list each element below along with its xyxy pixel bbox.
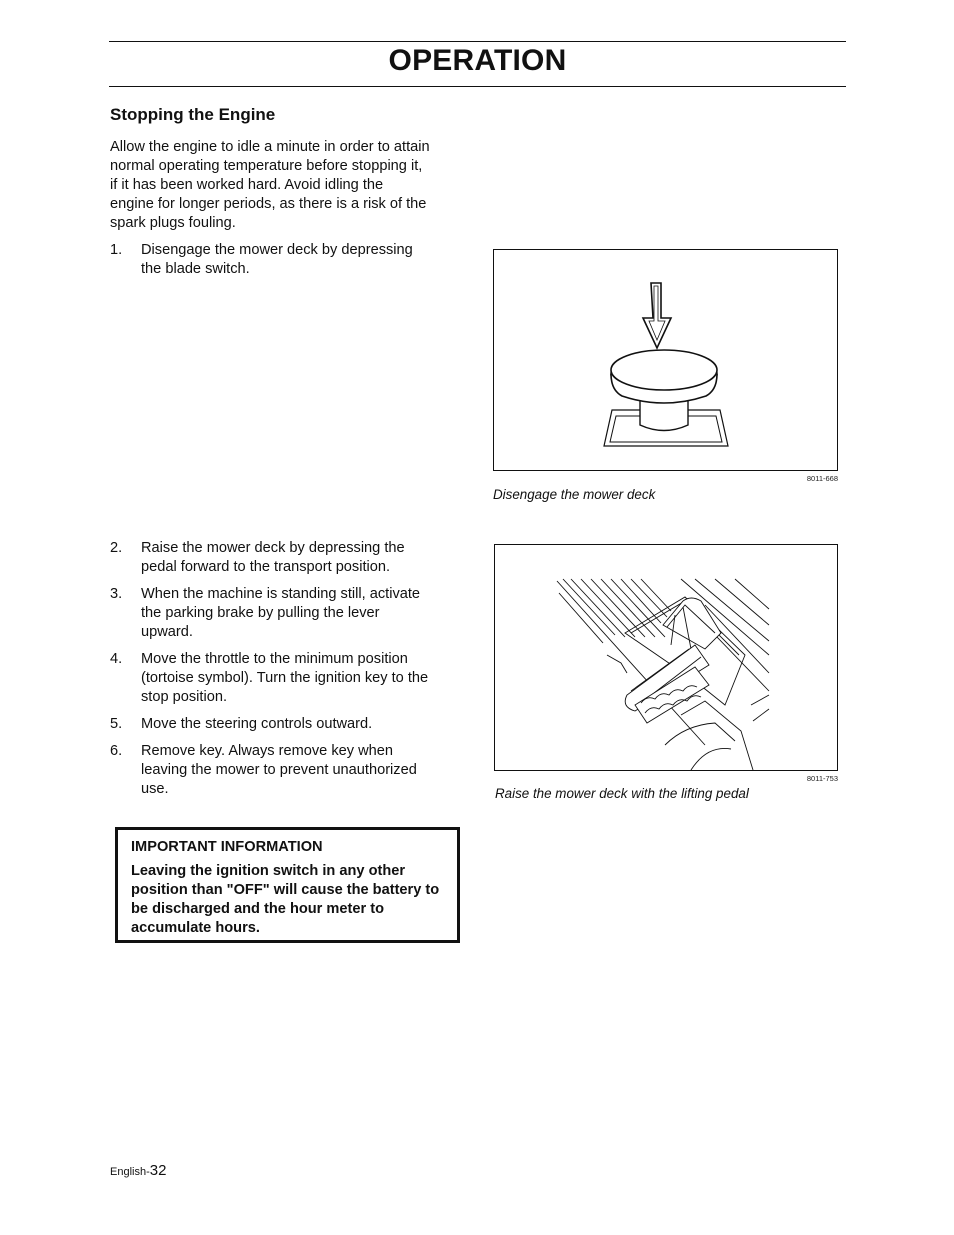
- page-footer: [110, 1162, 166, 1179]
- lifting-pedal-illustration: [495, 545, 837, 770]
- steps-list-second: [110, 539, 430, 807]
- figure-code: 8011-753: [806, 774, 838, 783]
- footer-language: English-: [110, 1166, 150, 1178]
- list-item: [110, 650, 430, 707]
- step-text: Move the throttle to the minimum position (tortoise symbol). Turn the ignition key to the stop position.: [141, 651, 429, 705]
- step-number: 3.: [110, 586, 123, 602]
- important-body: Leaving the ignition switch in any other position than "OFF" will cause the battery to be discharged and the hour meter to accumulate hours.: [131, 863, 440, 936]
- list-item: [110, 742, 430, 799]
- list-item: [110, 241, 430, 279]
- figure-code: 8011-668: [806, 474, 838, 483]
- step-number: 1.: [110, 242, 123, 258]
- step-number: 5.: [110, 716, 123, 732]
- step-text: Move the steering controls outward.: [141, 716, 373, 732]
- header-top-rule: [109, 41, 846, 42]
- step-number: 4.: [110, 651, 123, 667]
- step-number: 2.: [110, 540, 123, 556]
- section-title: Stopping the Engine: [110, 105, 276, 124]
- step-text: When the machine is standing still, activate the parking brake by pulling the lever upward.: [141, 586, 421, 640]
- list-item: [110, 585, 430, 642]
- steps-list-first: [110, 241, 430, 287]
- list-item: [110, 715, 430, 734]
- figure-lifting-pedal: [494, 544, 838, 771]
- blade-switch-illustration: [494, 250, 837, 470]
- step-text: Disengage the mower deck by depressing the blade switch.: [141, 242, 413, 277]
- step-number: 6.: [110, 743, 123, 759]
- page-header-title: OPERATION: [388, 44, 567, 77]
- list-item: [110, 539, 430, 577]
- figure-caption: Disengage the mower deck: [493, 487, 656, 502]
- intro-paragraph: Allow the engine to idle a minute in order to attain normal operating temperature before stopping it, if it has been worked hard. Avoid idling the engine for longer periods, as there is a risk of the spark plugs fouling.: [110, 139, 430, 231]
- step-text: Remove key. Always remove key when leaving the mower to prevent unauthorized use.: [141, 743, 417, 797]
- page-number: 32: [149, 1162, 167, 1179]
- figure-blade-switch: [493, 249, 838, 471]
- important-information-box: [115, 827, 460, 943]
- figure-caption: Raise the mower deck with the lifting pedal: [495, 786, 749, 801]
- important-title: IMPORTANT INFORMATION: [131, 839, 323, 855]
- header-bottom-rule: [109, 86, 846, 87]
- step-text: Raise the mower deck by depressing the pedal forward to the transport position.: [141, 540, 405, 575]
